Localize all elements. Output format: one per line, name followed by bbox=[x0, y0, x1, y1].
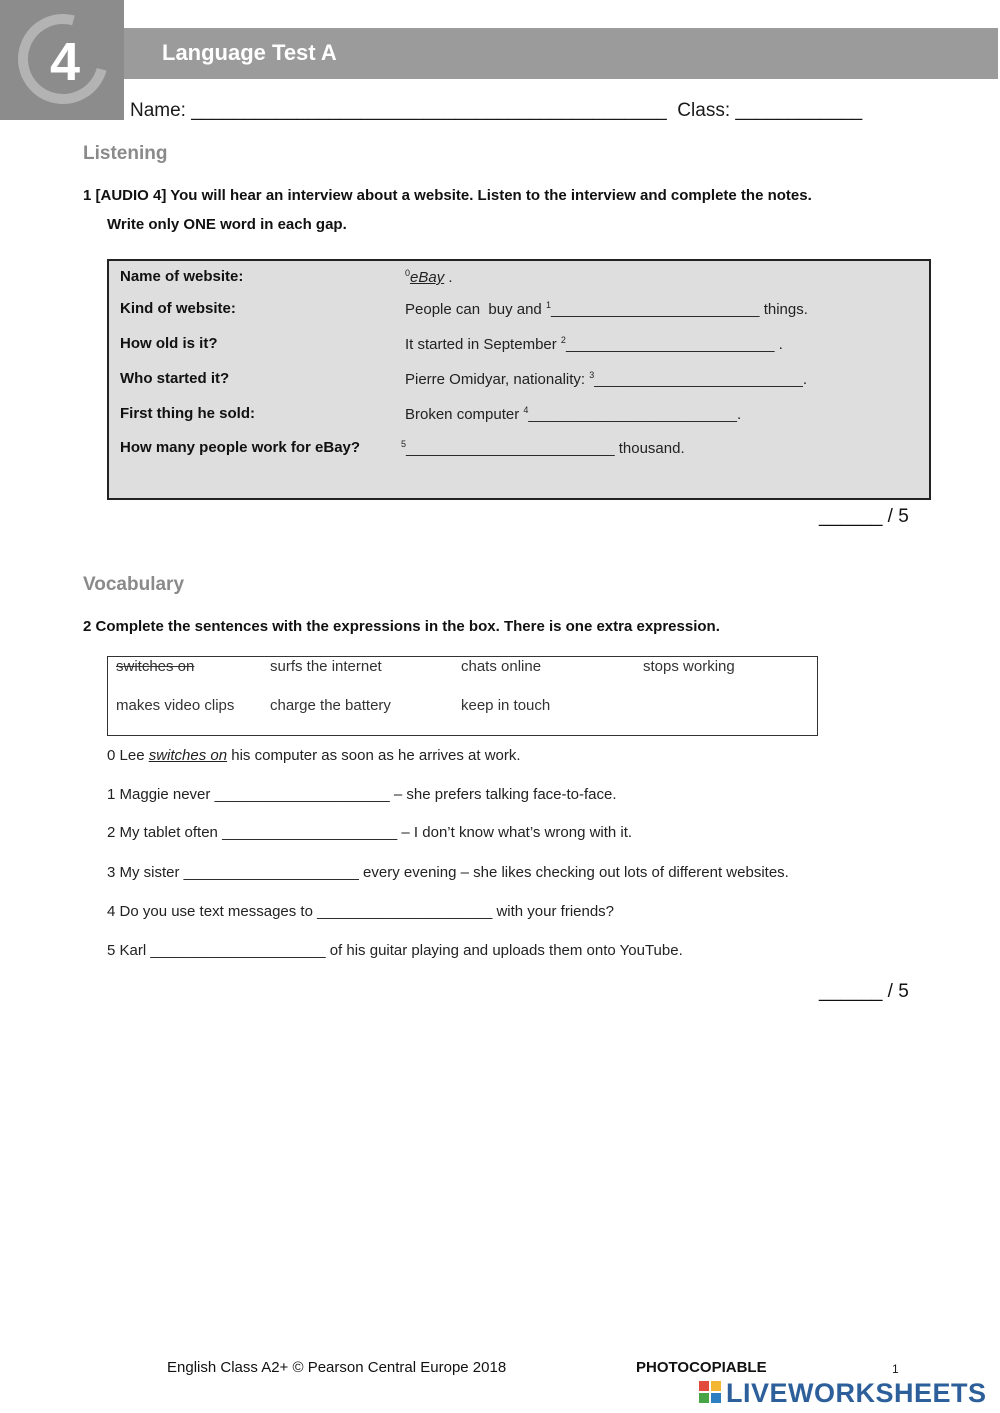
note-answer-5[interactable]: $^5$_________________________ thousand. bbox=[401, 439, 685, 457]
note-label-employees: How many people work for eBay? bbox=[120, 439, 361, 456]
sentence-1[interactable]: 1 Maggie never _____________________ – she prefers talking face-to-face. bbox=[107, 786, 617, 803]
listening-score[interactable]: ______ / 5 bbox=[819, 506, 909, 527]
sentence-5[interactable]: 5 Karl _____________________ of his guitar playing and uploads them onto YouTube. bbox=[107, 942, 683, 959]
note-label-first-sold: First thing he sold: bbox=[120, 405, 255, 422]
note-label-founder: Who started it? bbox=[120, 370, 230, 387]
vocabulary-instruction: 2 Complete the sentences with the expressions in the box. There is one extra expression. bbox=[83, 618, 720, 635]
vocabulary-heading: Vocabulary bbox=[83, 574, 185, 595]
name-class-line[interactable]: Name: _____________________________________________ Class: ____________ bbox=[130, 100, 863, 121]
sentence-4[interactable]: 4 Do you use text messages to _____________________ with your friends? bbox=[107, 903, 615, 920]
liveworksheets-logo[interactable]: LIVEWORKSHEETS bbox=[726, 1378, 987, 1408]
word-box-item[interactable]: charge the battery bbox=[270, 697, 391, 714]
word-box-item[interactable]: surfs the internet bbox=[270, 658, 382, 675]
note-answer-3[interactable]: Pierre Omidyar, nationality: $^3$_________________________. bbox=[405, 370, 807, 388]
word-box-item[interactable]: makes video clips bbox=[116, 697, 235, 714]
sentence-2[interactable]: 2 My tablet often _____________________ – I don’t know what’s wrong with it. bbox=[107, 824, 633, 841]
note-answer-4[interactable]: Broken computer $^4$_________________________. bbox=[405, 405, 742, 423]
listening-heading: Listening bbox=[83, 143, 168, 164]
word-box-item[interactable]: chats online bbox=[461, 658, 542, 675]
footer-photocopiable: PHOTOCOPIABLE bbox=[636, 1359, 767, 1376]
word-box-item[interactable]: stops working bbox=[643, 658, 735, 675]
listening-instruction-line2: Write only ONE word in each gap. bbox=[107, 216, 347, 233]
example-answer: switches on bbox=[148, 747, 228, 764]
note-answer-2[interactable]: It started in September $^2$_________________________ . bbox=[405, 335, 783, 353]
footer-copyright: English Class A2+ © Pearson Central Europe 2018 bbox=[167, 1359, 507, 1376]
note-label-age: How old is it? bbox=[120, 335, 218, 352]
unit-number: 4 bbox=[49, 32, 81, 92]
word-box-item[interactable]: keep in touch bbox=[461, 697, 551, 714]
example-answer: eBay bbox=[410, 269, 445, 286]
listening-instruction-line1: 1 [AUDIO 4] You will hear an interview about a website. Listen to the interview and complete the notes. bbox=[83, 187, 812, 204]
note-label-kind: Kind of website: bbox=[120, 300, 236, 317]
page-number: 1 bbox=[892, 1362, 899, 1376]
page-title: Language Test A bbox=[162, 40, 337, 65]
word-box-item[interactable]: switches on bbox=[116, 658, 195, 675]
note-answer-website-name: $^0$eBay . bbox=[405, 268, 453, 286]
liveworksheets-logo-icon bbox=[699, 1381, 723, 1405]
note-label-website-name: Name of website: bbox=[120, 268, 244, 285]
note-answer-1[interactable]: People can buy and $^1$_________________________ things. bbox=[405, 300, 808, 318]
example-sentence: 0 Lee switches on his computer as soon as he arrives at work. bbox=[107, 747, 521, 764]
sentence-3[interactable]: 3 My sister _____________________ every evening – she likes checking out lots of different websites. bbox=[107, 864, 789, 881]
vocabulary-score[interactable]: ______ / 5 bbox=[819, 981, 909, 1002]
